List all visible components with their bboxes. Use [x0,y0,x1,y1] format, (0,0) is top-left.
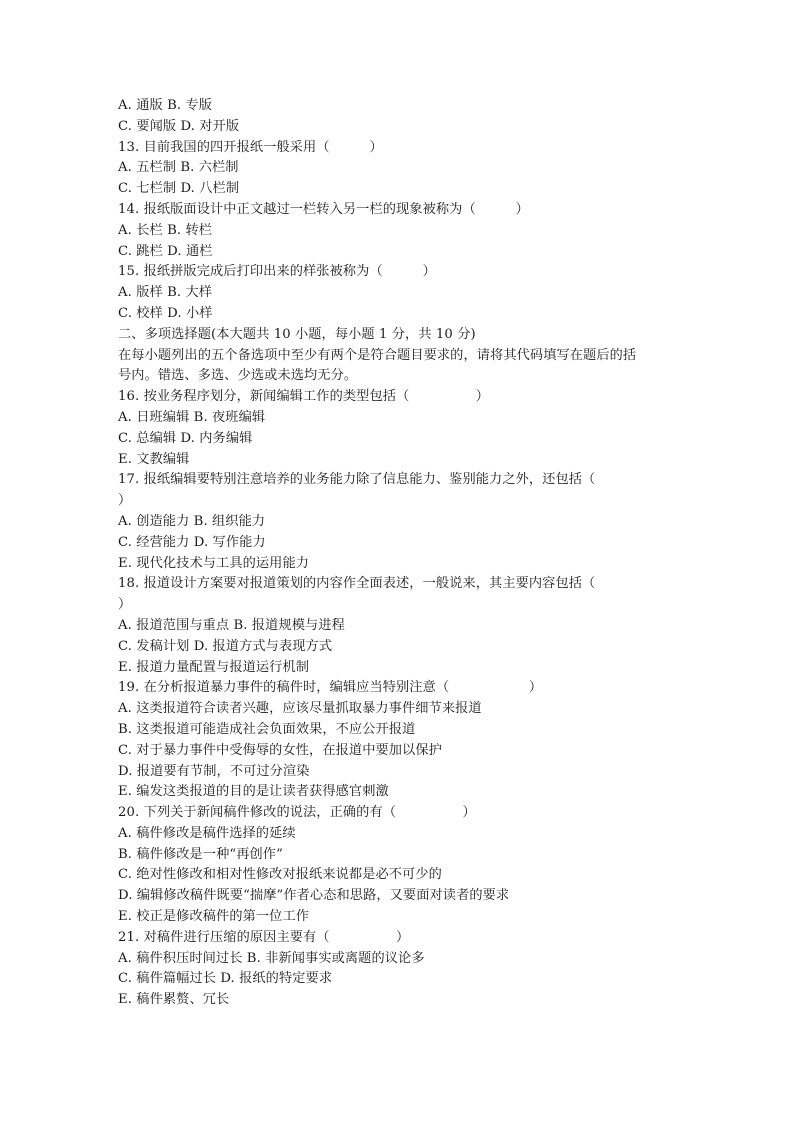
section-instructions-cont: 号内。错选、多选、少选或未选均无分。 [118,368,358,384]
option-line: A. 日班编辑 B. 夜班编辑 [118,409,266,425]
option-line: C. 稿件篇幅过长 D. 报纸的特定要求 [118,971,333,987]
option-line: D. 报道要有节制，不可过分渲染 [118,763,310,779]
option-line: A. 稿件积压时间过长 B. 非新闻事实或离题的议论多 [118,950,425,966]
option-line: C. 跳栏 D. 通栏 [118,243,213,259]
option-line: A. 报道范围与重点 B. 报道规模与进程 [118,617,345,633]
option-line: C. 对于暴力事件中受侮辱的女性，在报道中要加以保护 [118,742,442,758]
option-line: C. 经营能力 D. 写作能力 [118,534,266,550]
option-line: A. 通版 B. 专版 [118,98,213,113]
option-line: D. 编辑修改稿件既要“揣摩”作者心态和思路，又要面对读者的要求 [118,888,510,904]
option-line: A. 版样 B. 大样 [118,285,213,301]
question-18: 18. 报道设计方案要对报道策划的内容作全面表述，一般说来，其主要内容包括（ [118,576,596,592]
option-line: A. 长栏 B. 转栏 [118,222,213,238]
option-line: C. 要闻版 D. 对开版 [118,118,240,134]
option-line: E. 编发这类报道的目的是让读者获得感官刺激 [118,784,389,800]
option-line: B. 这类报道可能造成社会负面效果，不应公开报道 [118,721,416,737]
option-line: A. 稿件修改是稿件选择的延续 [118,825,296,841]
option-line: A. 五栏制 B. 六栏制 [118,160,239,176]
section-instructions: 在每小题列出的五个备选项中至少有两个是符合题目要求的，请将其代码填写在题后的括 [118,347,637,363]
option-line: E. 稿件累赘、冗长 [118,992,230,1008]
question-17-cont: ） [118,493,132,509]
question-15: 15. 报纸拼版完成后打印出来的样张被称为（ ） [118,264,436,280]
option-line: C. 绝对性修改和相对性修改对报纸来说都是必不可少的 [118,867,442,883]
option-line: E. 现代化技术与工具的运用能力 [118,555,310,571]
question-18-cont: ） [118,597,132,613]
question-20: 20. 下列关于新闻稿件修改的说法，正确的有（ ） [118,805,476,821]
option-line: C. 校样 D. 小样 [118,305,213,321]
option-line: C. 七栏制 D. 八栏制 [118,181,240,197]
question-13: 13. 目前我国的四开报纸一般采用（ ） [118,139,383,155]
option-line: C. 发稿计划 D. 报道方式与表现方式 [118,638,333,654]
option-line: E. 报道力量配置与报道运行机制 [118,659,310,675]
question-17: 17. 报纸编辑要特别注意培养的业务能力除了信息能力、鉴别能力之外，还包括（ [118,472,596,488]
document-page [118,96,638,1011]
section-heading: 二、多项选择题(本大题共 10 小题，每小题 1 分，共 10 分) [118,326,476,342]
option-line: C. 总编辑 D. 内务编辑 [118,430,253,446]
option-line: B. 稿件修改是一种“再创作” [118,846,283,862]
option-line: A. 创造能力 B. 组织能力 [118,513,266,529]
question-21: 21. 对稿件进行压缩的原因主要有（ ） [118,929,410,945]
option-line: E. 校正是修改稿件的第一位工作 [118,909,310,925]
option-line: E. 文教编辑 [118,451,190,467]
question-16: 16. 按业务程序划分，新闻编辑工作的类型包括（ ） [118,389,490,405]
option-line: A. 这类报道符合读者兴趣，应该尽量抓取暴力事件细节来报道 [118,701,482,717]
question-19: 19. 在分析报道暴力事件的稿件时，编辑应当特别注意（ ） [118,680,543,696]
question-14: 14. 报纸版面设计中正文越过一栏转入另一栏的现象被称为（ ） [118,201,529,217]
